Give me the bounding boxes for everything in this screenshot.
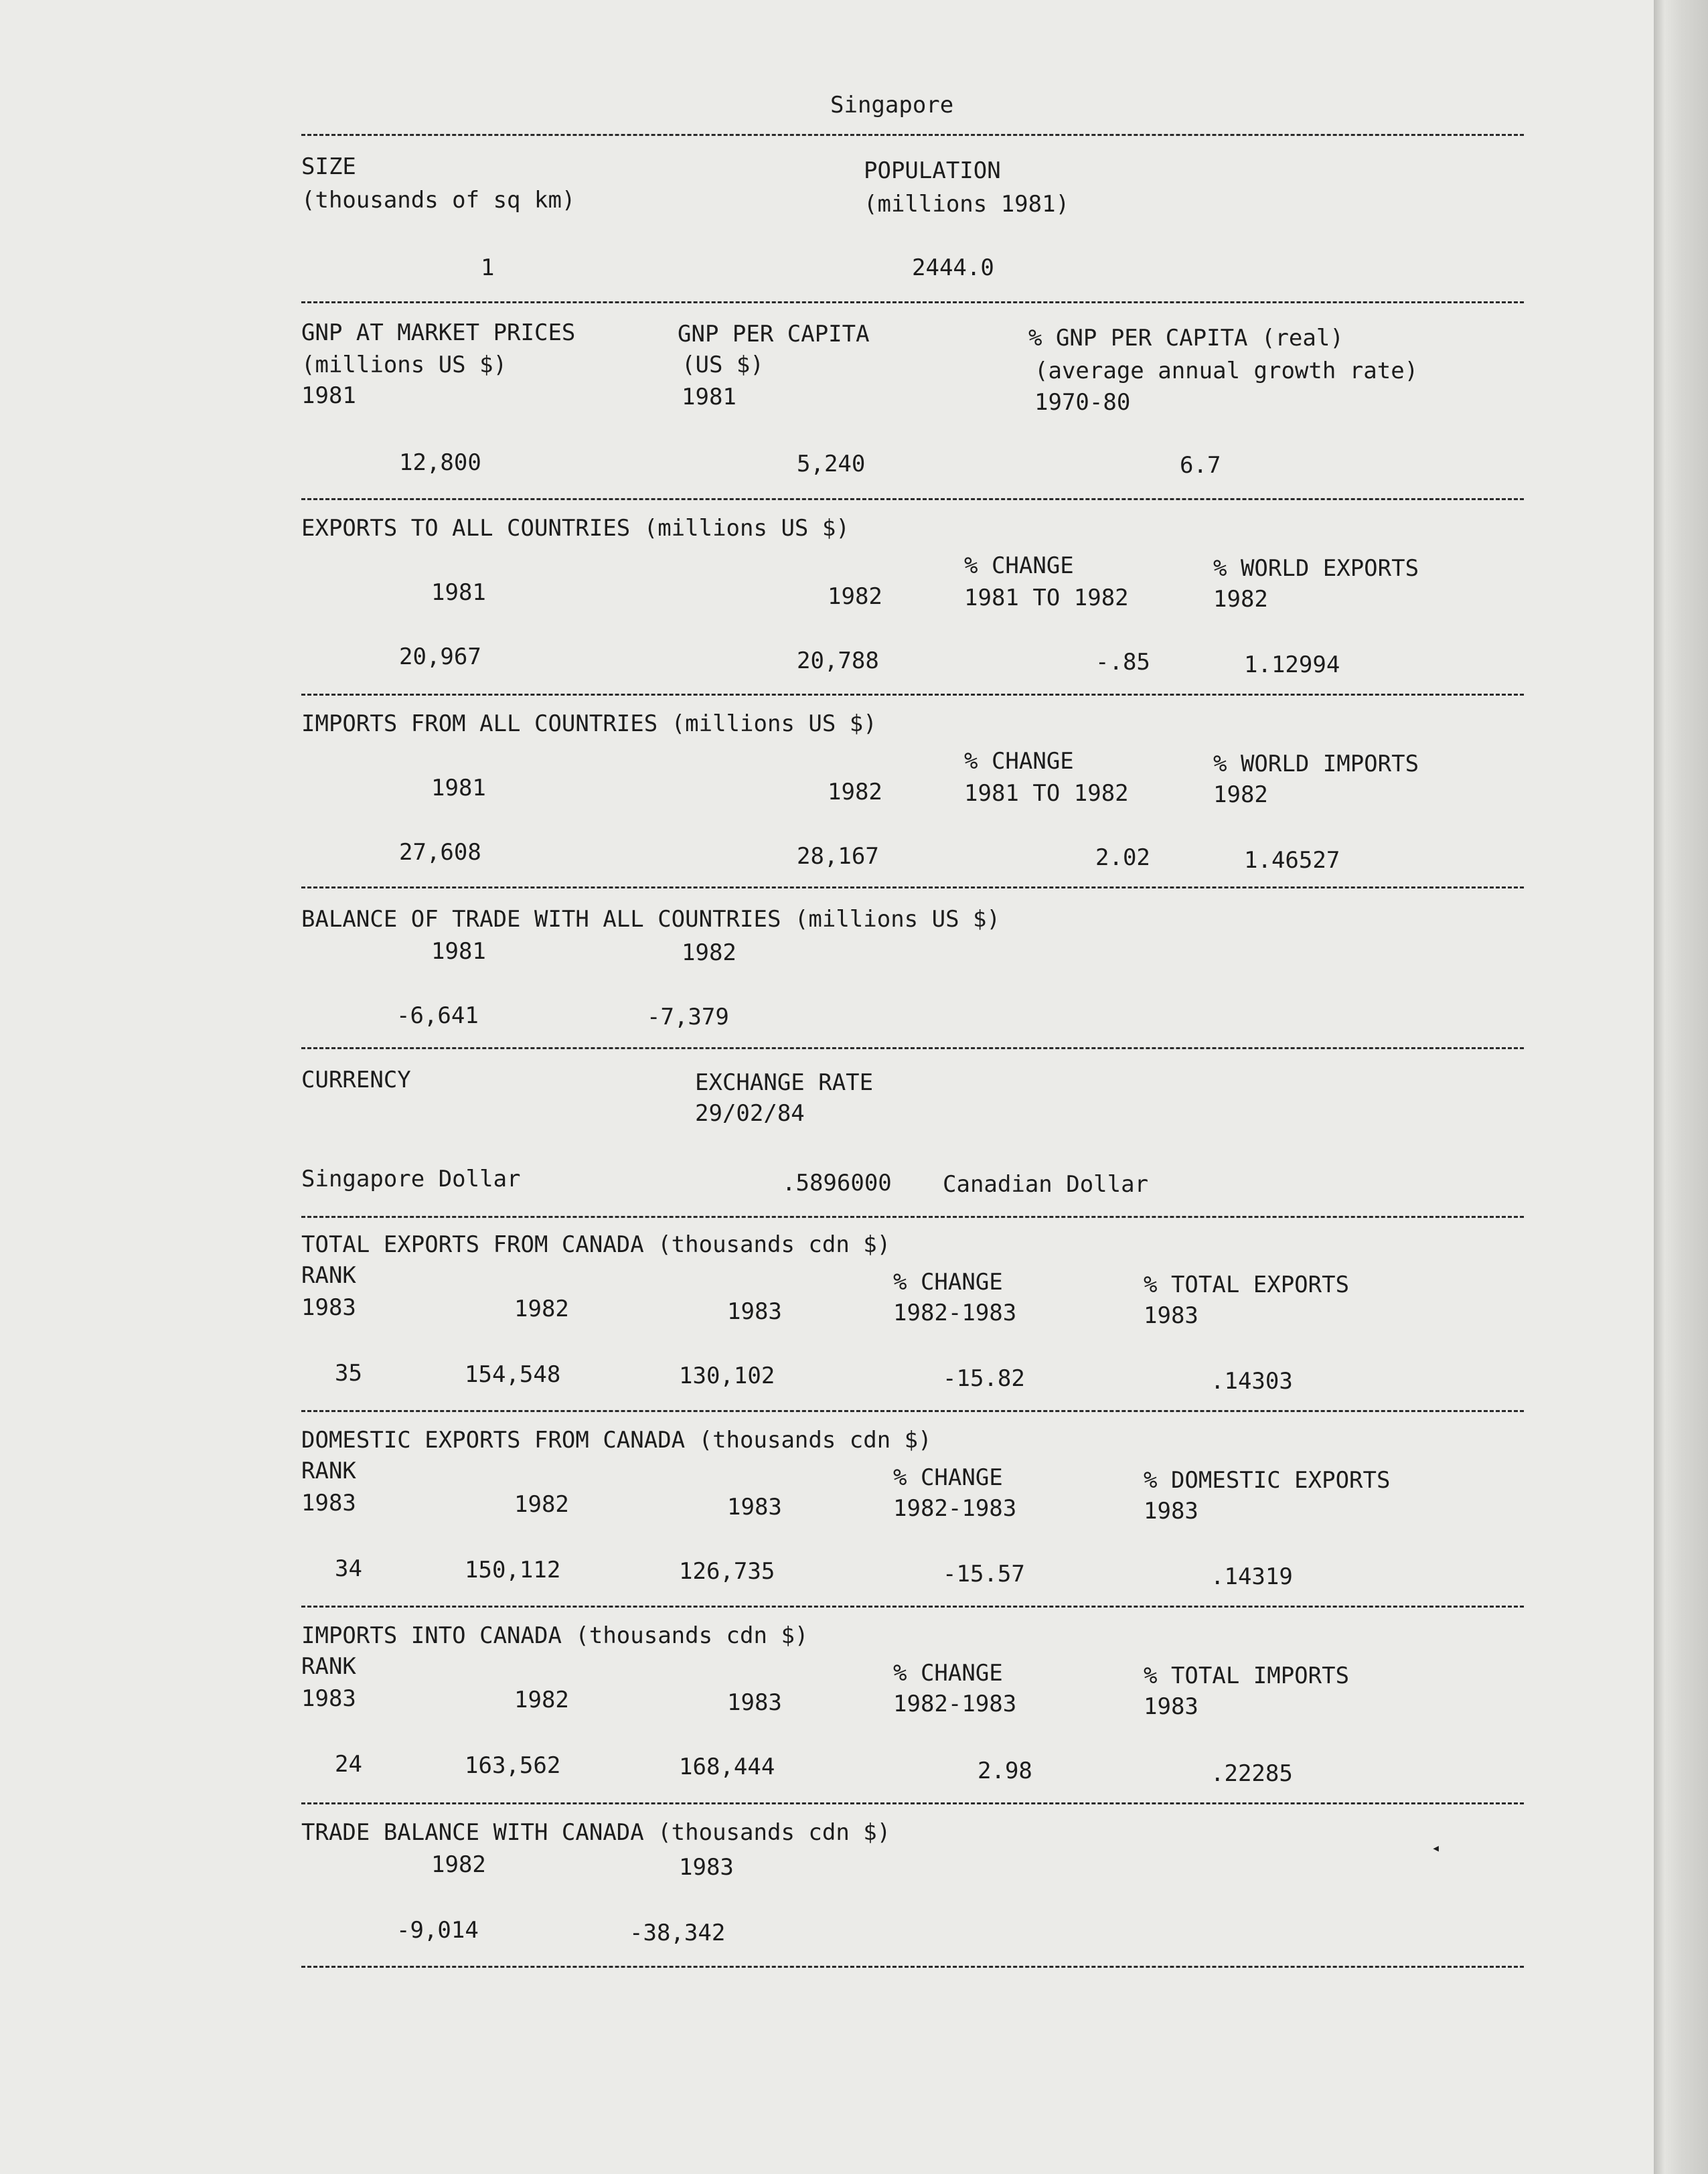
section-divider	[301, 1216, 1524, 1218]
total-exports-1982-value: 154,548	[465, 1361, 561, 1388]
total-exports-pct-year: 1983	[1144, 1302, 1198, 1329]
gnp-growth-label: % GNP PER CAPITA (real)	[1028, 325, 1344, 352]
trade-balance-canada-heading: TRADE BALANCE WITH CANADA (thousands cdn $)	[301, 1819, 891, 1846]
currency-label: CURRENCY	[301, 1067, 411, 1093]
total-exports-heading: TOTAL EXPORTS FROM CANADA (thousands cdn $)	[301, 1231, 891, 1258]
section-divider	[301, 886, 1524, 888]
section-divider	[301, 1606, 1524, 1608]
gnp-market-year: 1981	[301, 382, 356, 409]
section-divider	[301, 694, 1524, 696]
total-exports-1983-header: 1983	[727, 1298, 782, 1325]
page-title: Singapore	[830, 92, 954, 119]
domestic-exports-rank-year: 1983	[301, 1490, 356, 1517]
total-exports-1982-header: 1982	[514, 1296, 569, 1322]
total-exports-pct-header: % TOTAL EXPORTS	[1144, 1271, 1350, 1298]
total-exports-rank-value: 35	[335, 1360, 362, 1387]
balance-all-heading: BALANCE OF TRADE WITH ALL COUNTRIES (millions US $)	[301, 906, 1000, 933]
imports-all-heading: IMPORTS FROM ALL COUNTRIES (millions US $)	[301, 710, 877, 737]
section-divider	[301, 1966, 1524, 1968]
gnp-per-capita-year: 1981	[682, 384, 736, 410]
section-divider	[301, 301, 1524, 303]
imports-all-world-year: 1982	[1213, 781, 1268, 808]
domestic-exports-rank-label: RANK	[301, 1458, 356, 1484]
total-exports-1983-value: 130,102	[679, 1363, 775, 1389]
gnp-per-capita-unit: (US $)	[682, 352, 764, 378]
imports-all-change-value: 2.02	[1095, 844, 1150, 871]
imports-all-1982-header: 1982	[828, 779, 882, 805]
exchange-rate-label: EXCHANGE RATE	[695, 1069, 874, 1096]
imports-canada-1983-header: 1983	[727, 1689, 782, 1716]
trade-balance-canada-1982-value: -9,014	[396, 1917, 479, 1944]
section-divider	[301, 1047, 1524, 1049]
imports-canada-pct-value: .22285	[1211, 1760, 1293, 1787]
domestic-exports-1983-value: 126,735	[679, 1558, 775, 1585]
exchange-rate-value: .5896000	[782, 1170, 892, 1196]
currency-name: Singapore Dollar	[301, 1166, 521, 1192]
population-unit-label: (millions 1981)	[864, 191, 1070, 218]
exports-all-1981-value: 20,967	[399, 643, 481, 670]
domestic-exports-pct-header: % DOMESTIC EXPORTS	[1144, 1467, 1391, 1494]
balance-all-1982-header: 1982	[682, 939, 736, 966]
section-divider	[301, 134, 1524, 136]
size-unit-label: (thousands of sq km)	[301, 187, 576, 214]
balance-all-1981-header: 1981	[431, 938, 486, 965]
total-exports-pct-value: .14303	[1211, 1368, 1293, 1395]
gnp-market-label: GNP AT MARKET PRICES	[301, 319, 576, 346]
domestic-exports-change-years: 1982-1983	[893, 1495, 1017, 1522]
imports-canada-rank-year: 1983	[301, 1685, 356, 1712]
population-value: 2444.0	[912, 254, 994, 281]
exchange-rate-unit: Canadian Dollar	[943, 1171, 1149, 1198]
gnp-per-capita-label: GNP PER CAPITA	[678, 321, 870, 347]
gnp-per-capita-value: 5,240	[797, 451, 866, 477]
imports-canada-change-years: 1982-1983	[893, 1691, 1017, 1717]
gnp-market-unit: (millions US $)	[301, 352, 508, 378]
imports-canada-pct-header: % TOTAL IMPORTS	[1144, 1662, 1350, 1689]
section-divider	[301, 1802, 1524, 1804]
imports-all-1981-value: 27,608	[399, 839, 481, 866]
domestic-exports-1982-value: 150,112	[465, 1557, 561, 1583]
page-edge	[1654, 0, 1708, 2174]
imports-canada-1982-value: 163,562	[465, 1752, 561, 1779]
imports-canada-1983-value: 168,444	[679, 1754, 775, 1780]
exports-all-world-year: 1982	[1213, 586, 1268, 613]
exports-all-change-header: % CHANGE	[964, 552, 1074, 579]
gnp-growth-years: 1970-80	[1034, 389, 1131, 416]
stray-mark: ◂	[1431, 1840, 1441, 1857]
domestic-exports-1982-header: 1982	[514, 1491, 569, 1518]
exports-all-change-years: 1981 TO 1982	[964, 585, 1129, 611]
domestic-exports-rank-value: 34	[335, 1555, 362, 1582]
section-divider	[301, 498, 1524, 500]
size-value: 1	[481, 254, 495, 281]
size-label: SIZE	[301, 153, 356, 180]
trade-balance-canada-1983-header: 1983	[679, 1854, 734, 1881]
imports-canada-change-value: 2.98	[978, 1758, 1032, 1784]
imports-canada-change-header: % CHANGE	[893, 1660, 1003, 1687]
domestic-exports-change-header: % CHANGE	[893, 1464, 1003, 1491]
domestic-exports-change-value: -15.57	[943, 1561, 1025, 1587]
gnp-market-value: 12,800	[399, 449, 481, 476]
trade-balance-canada-1982-header: 1982	[431, 1851, 486, 1878]
exchange-rate-date: 29/02/84	[695, 1100, 805, 1127]
balance-all-1982-value: -7,379	[647, 1004, 729, 1030]
exports-all-1982-value: 20,788	[797, 647, 879, 674]
exports-all-world-value: 1.12994	[1244, 651, 1340, 678]
population-label: POPULATION	[864, 157, 1001, 184]
imports-canada-rank-value: 24	[335, 1751, 362, 1778]
imports-all-change-years: 1981 TO 1982	[964, 780, 1129, 807]
imports-all-1982-value: 28,167	[797, 843, 879, 870]
total-exports-rank-year: 1983	[301, 1294, 356, 1321]
imports-canada-rank-label: RANK	[301, 1653, 356, 1680]
domestic-exports-pct-year: 1983	[1144, 1498, 1198, 1525]
domestic-exports-pct-value: .14319	[1211, 1563, 1293, 1590]
imports-all-world-header: % WORLD IMPORTS	[1213, 751, 1419, 777]
total-exports-change-header: % CHANGE	[893, 1269, 1003, 1296]
exports-all-1981-header: 1981	[431, 579, 486, 606]
section-divider	[301, 1410, 1524, 1412]
imports-canada-1982-header: 1982	[514, 1687, 569, 1713]
total-exports-change-years: 1982-1983	[893, 1300, 1017, 1326]
balance-all-1981-value: -6,641	[396, 1002, 479, 1029]
imports-all-1981-header: 1981	[431, 775, 486, 801]
total-exports-rank-label: RANK	[301, 1262, 356, 1289]
trade-balance-canada-1983-value: -38,342	[629, 1920, 726, 1946]
total-exports-change-value: -15.82	[943, 1365, 1025, 1392]
domestic-exports-1983-header: 1983	[727, 1494, 782, 1521]
gnp-growth-unit: (average annual growth rate)	[1034, 358, 1419, 384]
imports-all-world-value: 1.46527	[1244, 847, 1340, 874]
imports-all-change-header: % CHANGE	[964, 748, 1074, 775]
domestic-exports-heading: DOMESTIC EXPORTS FROM CANADA (thousands cdn $)	[301, 1427, 932, 1454]
exports-all-1982-header: 1982	[828, 583, 882, 610]
gnp-growth-value: 6.7	[1180, 452, 1221, 479]
imports-canada-pct-year: 1983	[1144, 1693, 1198, 1720]
exports-all-world-header: % WORLD EXPORTS	[1213, 555, 1419, 582]
imports-canada-heading: IMPORTS INTO CANADA (thousands cdn $)	[301, 1622, 809, 1649]
exports-all-change-value: -.85	[1095, 649, 1150, 676]
exports-all-heading: EXPORTS TO ALL COUNTRIES (millions US $)	[301, 515, 850, 542]
